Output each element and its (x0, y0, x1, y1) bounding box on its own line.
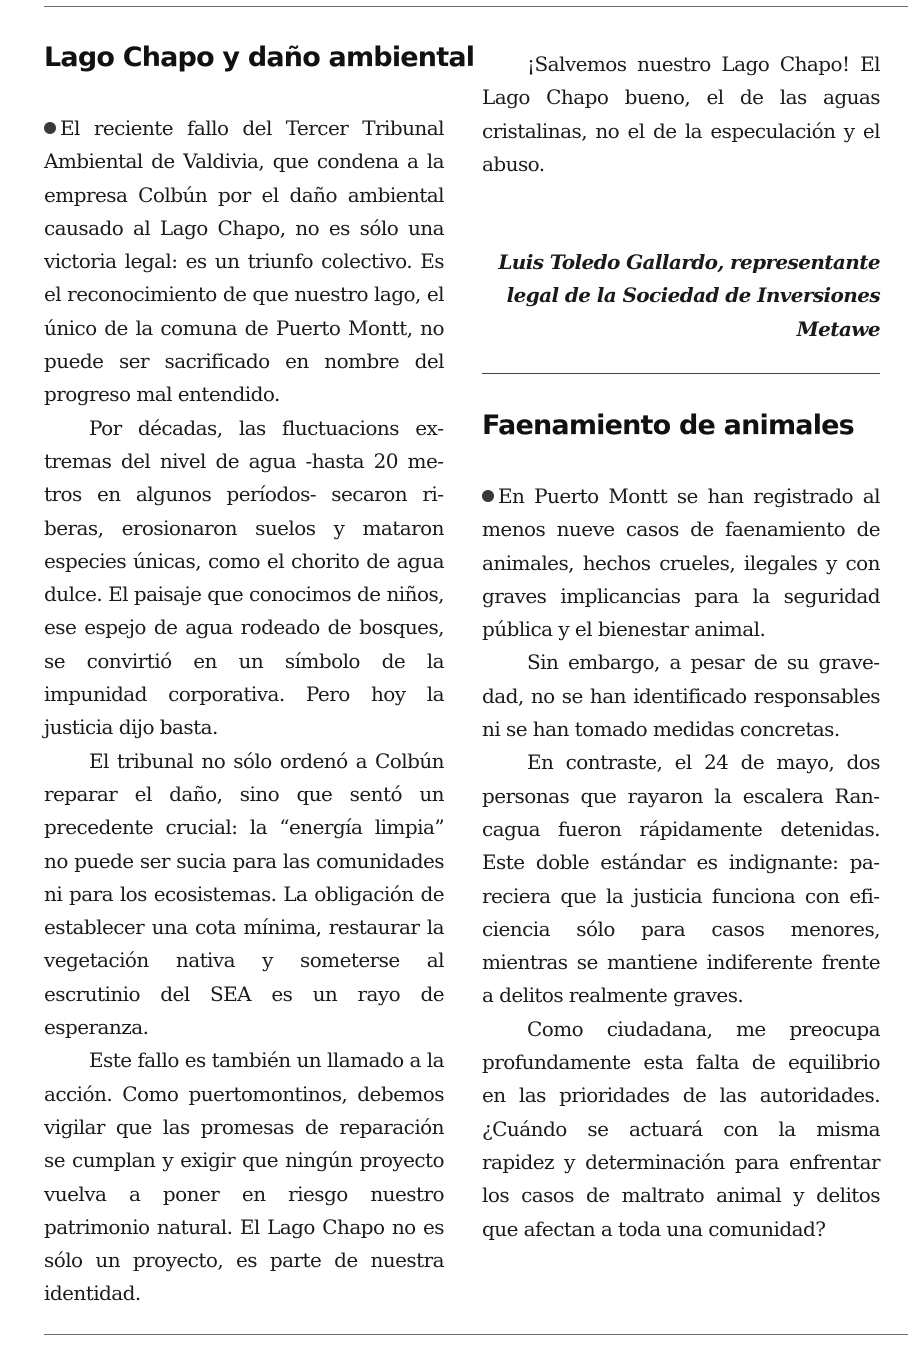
letter-2-paragraph-2: Sin embargo, a pesar de su gravedad, no se han identificado responsables ni se han tomado medidas concretas. (482, 650, 880, 742)
letter-1-paragraph-2: Por décadas, las fluctuacions extremas del nivel de agua -hasta 20 metros en algunos períodos- secaron riberas, erosionaron suelos y mataron especies únicas, como el chorito de agua dulce. El paisaje que conocimos de niños, ese espejo de agua rodeado de bosques, se convirtió en un símbolo de la impunidad corporativa. Pero hoy la justicia dijo basta. (44, 415, 444, 740)
letter-2-paragraph-1: En Puerto Montt se han registrado al menos nueve casos de faenamiento de animales, hechos crueles, ilegales y con graves implicancias para la seguridad pública y el bienestar animal. (482, 484, 880, 642)
letter-2-paragraph-3: En contraste, el 24 de mayo, dos personas que rayaron la escalera Rancagua fueron rápidamente detenidas. Este doble estándar es indignante: pareciera que la justicia funciona con eficiencia sólo para casos menores, mientras se mantiene indiferente frente a delitos realmente graves. (482, 750, 880, 1008)
letter-1-paragraph-1: El reciente fallo del Tercer Tribunal Ambiental de Valdivia, que condena a la empresa Colbún por el daño ambiental causado al Lago Chapo, no es sólo una victoria legal: es un triunfo colectivo. Es el reconocimiento de que nuestro lago, el único de la comuna de Puerto Montt, no puede ser sacrificado en nombre del progreso mal entendido. (44, 116, 444, 407)
letter-1-title: Lago Chapo y daño ambiental (44, 42, 475, 73)
letter-2-paragraph-4: Como ciudadana, me preocupa profundamente esta falta de equilibrio en las prioridades de las autoridades. ¿Cuándo se actuará con la misma rapidez y determinación para enfrentar los casos de maltrato animal y delitos que afectan a toda una comunidad? (482, 1016, 880, 1241)
letter-1-paragraph-4: Este fallo es también un llamado a la acción. Como puertomontinos, debemos vigilar que las promesas de reparación se cumplan y exigir que ningún proyecto vuelva a poner en riesgo nuestro patrimonio natural. El Lago Chapo no es sólo un proyecto, es parte de nuestra identidad. (44, 1048, 444, 1306)
letter-2-body (482, 480, 880, 1246)
column-separator (482, 373, 880, 374)
letter-1-paragraph-5: ¡Salvemos nuestro Lago Chapo! El Lago Chapo bueno, el de las aguas cristalinas, no el de la especulación y el abuso. (482, 52, 880, 176)
bullet-icon (482, 490, 494, 502)
bottom-rule (44, 1334, 908, 1335)
letter-1-paragraph-3: El tribunal no sólo ordenó a Colbún reparar el daño, sino que sentó un precedente crucial: la “energía limpia” no puede ser sucia para las comunidades ni para los ecosistemas. La obligación de establecer una cota mínima, restaurar la vegetación nativa y someterse al escrutinio del SEA es un rayo de esperanza. (44, 748, 444, 1040)
top-rule (44, 6, 908, 7)
letter-1-body-part-1 (44, 112, 444, 1311)
bullet-icon (44, 122, 56, 134)
letter-2-title: Faenamiento de animales (482, 410, 854, 441)
letter-1-body-part-2 (482, 48, 880, 181)
letter-1-signature: Luis Toledo Gallardo, representante legal de la Sociedad de Inversiones Metawe (498, 250, 880, 341)
